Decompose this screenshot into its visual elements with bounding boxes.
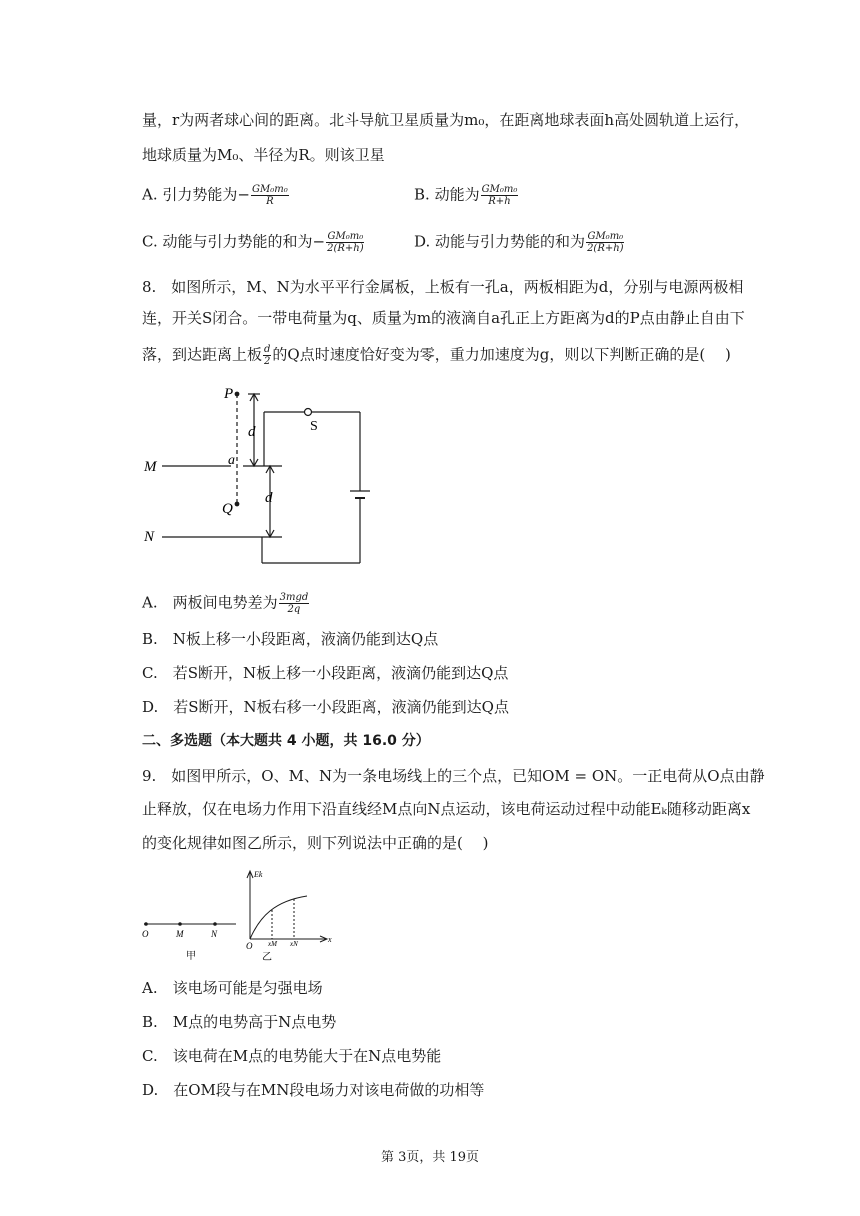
q7-line-2: 地球质量为M₀、半径为R。则该卫星 <box>142 146 385 164</box>
label-d-top: d <box>248 424 256 440</box>
point-p <box>235 392 240 397</box>
q7-line-1: 量，r为两者球心间的距离。北斗导航卫星质量为m₀，在距离地球表面h高处圆轨道上运行， <box>142 111 750 129</box>
label-s: S <box>310 419 318 434</box>
q8-line-1: 8. 如图所示，M、N为水平平行金属板，上板有一孔a，两板相距为d，分别与电源两极相 <box>142 278 744 296</box>
q9-line-3: 的变化规律如图乙所示，则下列说法中正确的是( ) <box>142 834 489 852</box>
q8-line-2: 连，开关S闭合。一带电荷量为q、质量为m的液滴自a孔正上方距离为d的P点由静止自由下 <box>142 309 745 327</box>
label-yi: 乙 <box>262 952 272 963</box>
q9-line-2: 止释放，仅在电场力作用下沿直线经M点向N点运动，该电荷运动过程中动能Eₖ随移动距离x <box>142 800 751 818</box>
fraction-numerator: GM₀m₀ <box>251 184 288 195</box>
q9-option-c[interactable]: C. 该电荷在M点的电势能大于在N点电势能 <box>142 1047 442 1065</box>
fraction <box>481 184 519 207</box>
q7-option-d[interactable] <box>414 231 626 254</box>
q7-option-a[interactable] <box>142 184 290 207</box>
option-label: B. <box>414 185 430 204</box>
q8-option-d[interactable]: D. 若S断开，N板右移一小段距离，液滴仍能到达Q点 <box>142 698 509 716</box>
page-footer: 第 3页，共 19页 <box>380 1150 480 1165</box>
fraction-numerator: GM₀m₀ <box>481 184 518 195</box>
label-q: Q <box>222 501 233 517</box>
fraction-numerator: d <box>264 344 271 355</box>
label-p: P <box>224 386 234 402</box>
point-n <box>213 922 217 926</box>
label-origin: O <box>246 941 253 951</box>
switch-contact <box>305 409 312 416</box>
option-text: 动能为 <box>434 185 480 204</box>
fraction-denominator: R <box>266 196 274 207</box>
option-text: 动能与引力势能的和为 <box>435 232 586 251</box>
point-o <box>144 922 148 926</box>
fraction <box>279 592 310 615</box>
option-label: C. <box>142 232 158 251</box>
label-x: x <box>328 935 332 944</box>
q8-circuit-figure <box>140 380 380 570</box>
option-label: D. <box>414 232 431 251</box>
fraction-denominator: 2 <box>264 356 271 367</box>
fraction-numerator: 3mgd <box>279 592 309 603</box>
fraction-denominator: 2(R+h) <box>587 243 624 254</box>
q7-option-c[interactable] <box>142 231 366 254</box>
q8-option-a[interactable] <box>142 592 310 615</box>
fraction-denominator: R+h <box>488 196 511 207</box>
fraction-numerator: GM₀m₀ <box>587 231 624 242</box>
point-m <box>178 922 182 926</box>
option-label: A. <box>142 185 158 204</box>
q9-figure <box>140 866 340 966</box>
label-xn: xN <box>290 940 298 948</box>
fraction-denominator: 2q <box>287 604 301 615</box>
fraction <box>263 344 271 367</box>
section-heading: 二、多选题（本大题共 4 小题，共 16.0 分） <box>142 733 430 749</box>
q8-line-3-end: 的Q点时速度恰好变为零，重力加速度为g，则以下判断正确的是( ) <box>272 345 731 364</box>
label-xm: xM <box>268 940 277 948</box>
ek-curve <box>250 896 307 939</box>
fraction <box>251 184 289 207</box>
q7-option-b[interactable] <box>414 184 519 207</box>
point-q <box>235 502 240 507</box>
label-n: N <box>144 529 155 545</box>
q8-line-3-start: 落，到达距离上板 <box>142 345 263 364</box>
q9-line-1: 9. 如图甲所示，O、M、N为一条电场线上的三个点，已知OM = ON。一正电荷从O点由静 <box>142 767 765 785</box>
option-text: 引力势能为− <box>162 185 250 204</box>
label-m: M <box>144 459 157 475</box>
fraction-denominator: 2(R+h) <box>327 243 364 254</box>
fraction <box>586 231 625 254</box>
fraction-numerator: GM₀m₀ <box>327 231 364 242</box>
label-jia: 甲 <box>186 951 196 962</box>
label-m: M <box>176 929 184 939</box>
label-o: O <box>142 929 149 939</box>
fraction <box>326 231 365 254</box>
q8-line-3 <box>142 344 731 367</box>
q9-option-a[interactable]: A. 该电场可能是匀强电场 <box>142 979 323 997</box>
q8-option-c[interactable]: C. 若S断开，N板上移一小段距离，液滴仍能到达Q点 <box>142 664 509 682</box>
label-ek: Ek <box>254 870 263 879</box>
label-d-mid: d <box>265 490 273 506</box>
label-a: a <box>228 453 235 468</box>
label-n: N <box>211 929 218 939</box>
option-text: A. 两板间电势差为 <box>142 593 278 612</box>
q9-option-d[interactable]: D. 在OM段与在MN段电场力对该电荷做的功相等 <box>142 1081 485 1099</box>
q9-option-b[interactable]: B. M点的电势高于N点电势 <box>142 1013 337 1031</box>
q8-option-b[interactable]: B. N板上移一小段距离，液滴仍能到达Q点 <box>142 630 439 648</box>
option-text: 动能与引力势能的和为− <box>162 232 326 251</box>
